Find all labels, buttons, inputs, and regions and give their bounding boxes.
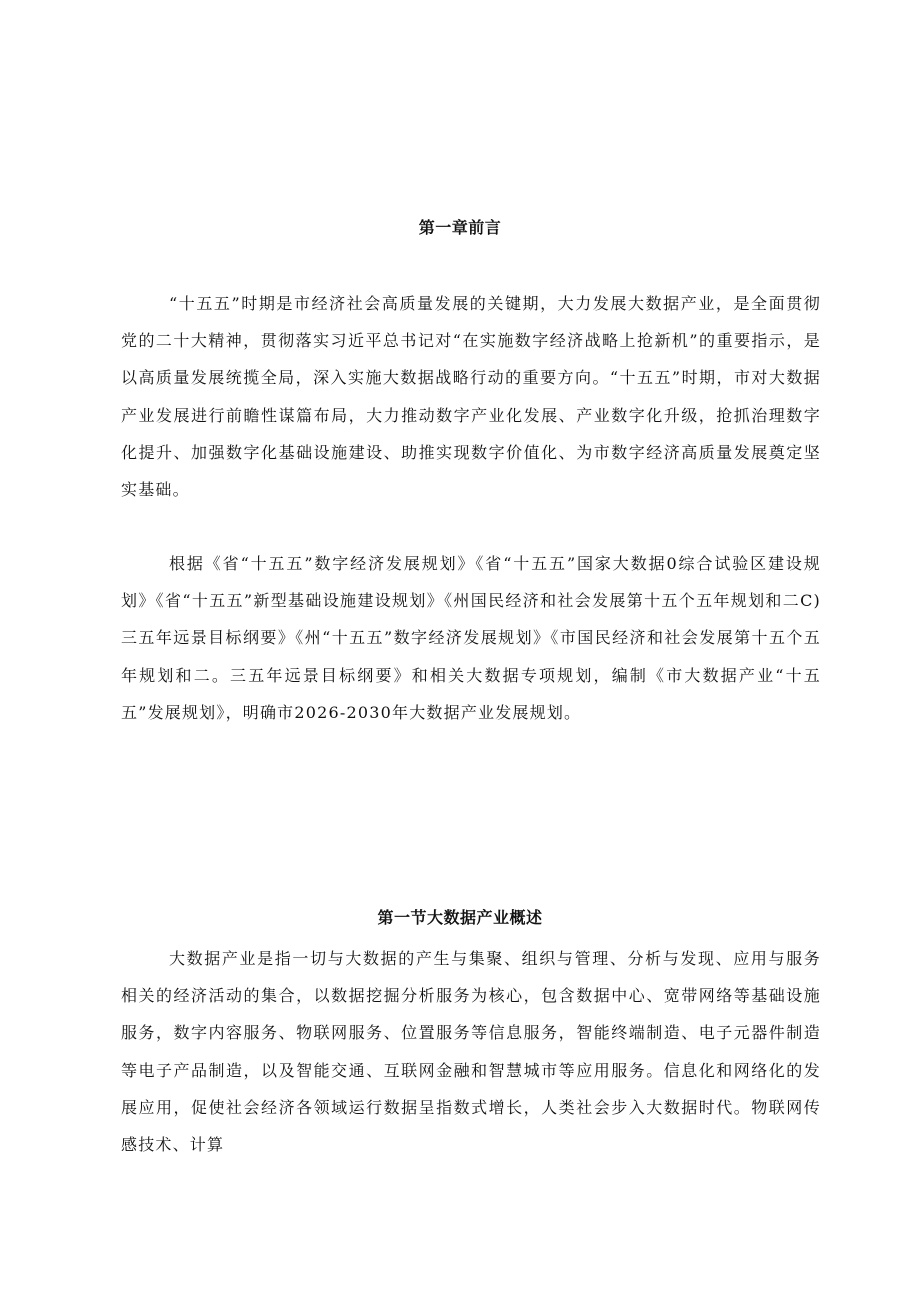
section-paragraph-1: 大数据产业是指一切与大数据的产生与集聚、组织与管理、分析与发现、应用与服务相关的经济活动的集合，以数据挖掘分析服务为核心，包含数据中心、宽带网络等基础设施服务，数字内容服务、物联网服务、位置服务等信息服务，智能终端制造、电子元器件制造等电子产品制造，以及智能交通、互联网金融和智慧城市等应用服务。信息化和网络化的发展应用，促使社会经济各领域运行数据呈指数式增长，人类社会步入大数据时代。物联网传感技术、计算 [121,949,821,1155]
chapter-paragraph-2: 根据《省“十五五”数字经济发展规划》《省“十五五”国家大数据0综合试验区建设规划》《省“十五五”新型基础设施建设规划》《州国民经济和社会发展第十五个五年规划和二C)三五年远景目标纲要》《州“十五五”数字经济发展规划》《市国民经济和社会发展第十五个五年规划和二。三五年远景目标纲要》和相关大数据专项规划，编制《市大数据产业“十五五”发展规划》，明确市2026-2030年大数据产业发展规划。 [121,554,821,722]
section-title: 第一节大数据产业概述 [377,908,543,927]
chapter-paragraph-1: “十五五”时期是市经济社会高质量发展的关键期，大力发展大数据产业，是全面贯彻党的二十大精神，贯彻落实习近平总书记对“在实施数字经济战略上抢新机”的重要指示，是以高质量发展统揽全局，深入实施大数据战略行动的重要方向。“十五五”时期，市对大数据产业发展进行前瞻性谋篇布局，大力推动数字产业化发展、产业数字化升级，抢抓治理数字化提升、加强数字化基础设施建设、助推实现数字价值化、为市数字经济高质量发展奠定坚实基础。 [121,294,821,500]
chapter-title: 第一章前言 [418,218,502,237]
